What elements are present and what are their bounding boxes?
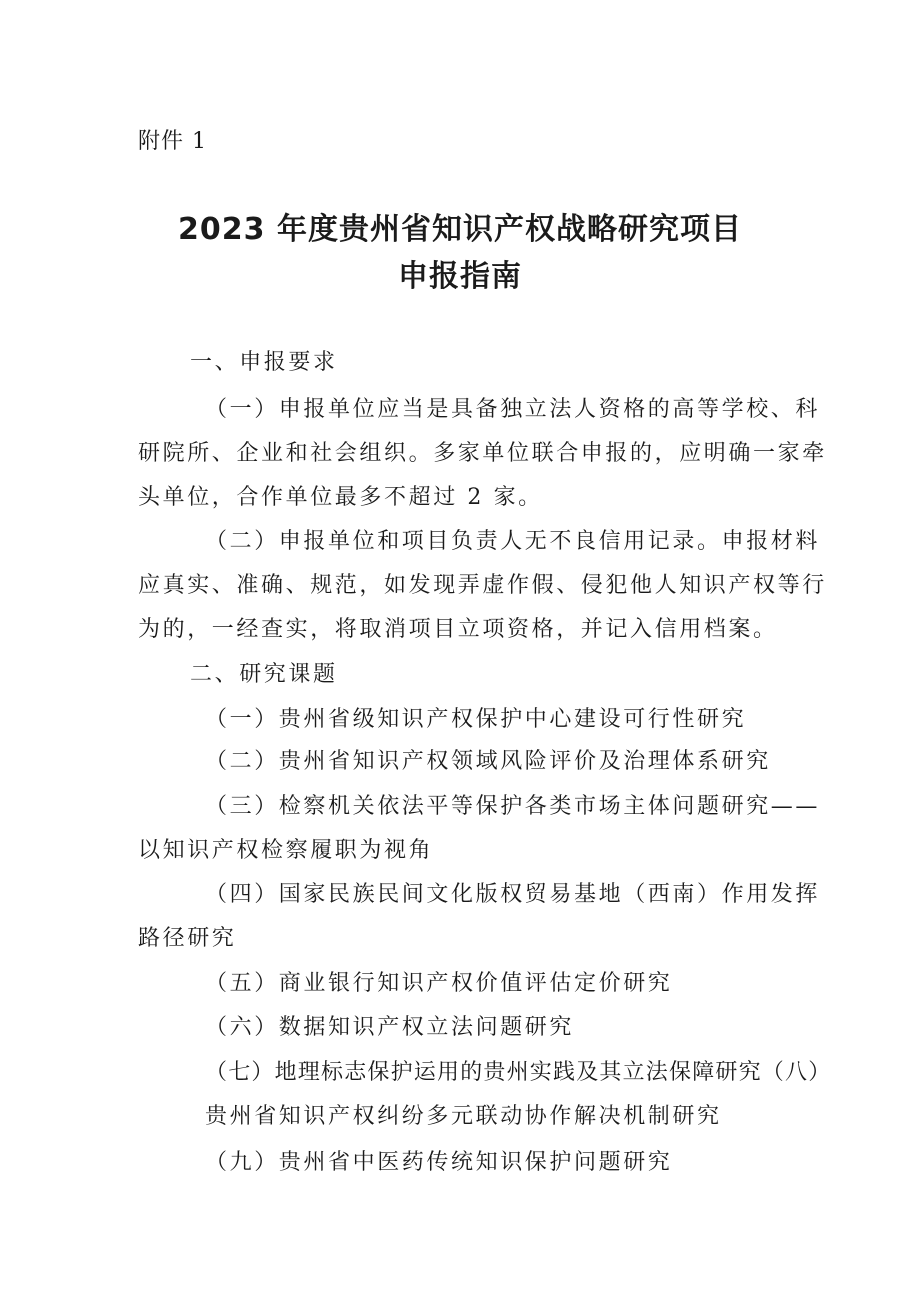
topic-item: （二）贵州省知识产权领域风险评价及治理体系研究 <box>205 749 771 774</box>
paragraph-line: 头单位，合作单位最多不超过 2 家。 <box>138 485 543 510</box>
paragraph-line: 研院所、企业和社会组织。多家单位联合申报的，应明确一家牵 <box>138 441 827 466</box>
paragraph-line: （二）申报单位和项目负责人无不良信用记录。申报材料 <box>205 529 821 554</box>
topic-item-continuation: 以知识产权检察履职为视角 <box>138 838 434 863</box>
topic-item: （一）贵州省级知识产权保护中心建设可行性研究 <box>205 707 747 732</box>
topic-item-continuation: 路径研究 <box>138 926 237 951</box>
topic-item: （三）检察机关依法平等保护各类市场主体问题研究—— <box>205 794 821 819</box>
topic-item: （七）地理标志保护运用的贵州实践及其立法保障研究（八） <box>205 1060 832 1085</box>
topic-item: （五）商业银行知识产权价值评估定价研究 <box>205 971 673 996</box>
topic-item-continuation: 贵州省知识产权纠纷多元联动协作解决机制研究 <box>205 1104 722 1129</box>
paragraph-line: 应真实、准确、规范，如发现弄虚作假、侵犯他人知识产权等行 <box>138 573 827 598</box>
paragraph-line: 为的，一经查实，将取消项目立项资格，并记入信用档案。 <box>138 617 778 642</box>
paragraph-line: （一）申报单位应当是具备独立法人资格的高等学校、科 <box>205 397 821 422</box>
section-heading-requirements: 一、申报要求 <box>190 350 338 375</box>
topic-item: （四）国家民族民间文化版权贸易基地（西南）作用发挥 <box>205 882 821 907</box>
topic-item: （六）数据知识产权立法问题研究 <box>205 1015 575 1040</box>
topic-item: （九）贵州省中医药传统知识保护问题研究 <box>205 1150 673 1175</box>
document-title-line-1: 2023 年度贵州省知识产权战略研究项目 <box>178 212 742 247</box>
attachment-label: 附件 1 <box>138 129 207 154</box>
section-heading-topics: 二、研究课题 <box>190 662 338 687</box>
document-title-line-2: 申报指南 <box>398 259 522 294</box>
